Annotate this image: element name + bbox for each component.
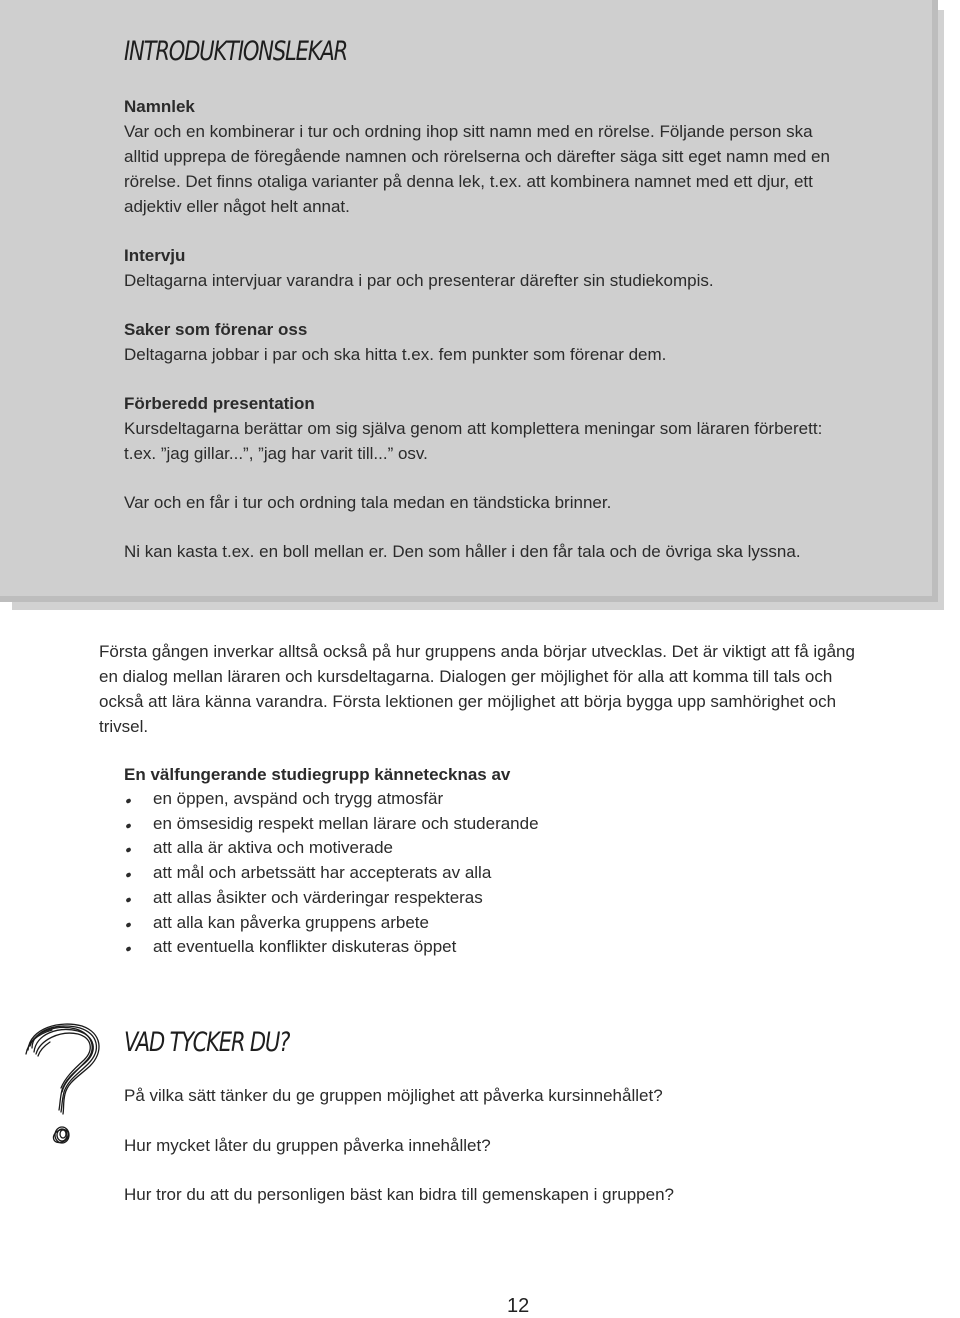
section-heading: Förberedd presentation (124, 394, 315, 413)
page-number: 12 (507, 1295, 530, 1317)
bullet-icon (125, 946, 131, 952)
bullet-icon (125, 823, 131, 829)
intro-title: INTRODUKTIONSLEKAR (124, 36, 348, 67)
section-heading: Intervju (124, 246, 186, 265)
text-line: t.ex. ”jag gillar...”, ”jag har varit till...” osv. (124, 444, 428, 463)
reflection-title: VAD TYCKER DU? (124, 1027, 290, 1058)
intro-box (0, 0, 938, 602)
reflection-question-3: Hur tror du att du personligen bäst kan bidra till gemenskapen i gruppen? (124, 1185, 675, 1204)
bullet-icon (125, 872, 131, 878)
list-item: att allas åsikter och värderingar respekteras (124, 886, 539, 911)
text-line: trivsel. (99, 717, 149, 736)
text-line: rörelse. Det finns otaliga varianter på denna lek, t.ex. att kombinera namnet med ett djur, ett (124, 172, 813, 191)
section-namnlek (124, 94, 830, 219)
reflection-question-1: På vilka sätt tänker du ge gruppen möjlighet att påverka kursinnehållet? (124, 1086, 663, 1105)
text-line: alltid upprepa de föregående namnen och rörelserna och därefter säga sitt eget namn med en (124, 147, 830, 166)
list-item: att mål och arbetssätt har accepterats av alla (124, 861, 539, 886)
body-paragraph (99, 639, 944, 739)
text-line: adjektiv eller något helt annat. (124, 197, 350, 216)
list-item: en ömsesidig respekt mellan lärare och studerande (124, 812, 539, 837)
section-heading: Saker som förenar oss (124, 320, 308, 339)
list-item: att alla är aktiva och motiverade (124, 836, 539, 861)
text-line: Deltagarna intervjuar varandra i par och presenterar därefter sin studiekompis. (124, 271, 714, 290)
list-item: en öppen, avspänd och trygg atmosfär (124, 787, 539, 812)
bullet-icon (125, 848, 131, 854)
section-saker-som-forenar (124, 317, 666, 367)
text-line: Första gången inverkar alltså också på hur gruppens anda börjar utvecklas. Det är viktigt att få igång (99, 642, 855, 661)
intro-extra-2: Ni kan kasta t.ex. en boll mellan er. Den som håller i den får tala och de övriga ska lyssna. (124, 542, 801, 561)
section-forberedd-presentation (124, 391, 822, 466)
text-line: Kursdeltagarna berättar om sig själva genom att komplettera meningar som läraren förberett: (124, 419, 823, 438)
text-line: en dialog mellan läraren och kursdeltagarna. Dialogen ger möjlighet för alla att komma till tals och (99, 667, 833, 686)
list-item: att alla kan påverka gruppens arbete (124, 911, 539, 936)
intro-extra-1: Var och en får i tur och ordning tala medan en tändsticka brinner. (124, 493, 612, 512)
characteristics-list (124, 787, 539, 960)
reflection-question-2: Hur mycket låter du gruppen påverka innehållet? (124, 1136, 491, 1155)
question-mark-icon (18, 1020, 108, 1150)
bullet-icon (125, 798, 131, 804)
section-intervju (124, 243, 714, 293)
text-line: Var och en kombinerar i tur och ordning ihop sitt namn med en rörelse. Följande person ska (124, 122, 813, 141)
list-heading: En välfungerande studiegrupp kännetecknas av (124, 765, 511, 784)
bullet-icon (125, 897, 131, 903)
bullet-icon (125, 922, 131, 928)
section-heading: Namnlek (124, 97, 195, 116)
list-item: att eventuella konflikter diskuteras öppet (124, 935, 539, 960)
text-line: Deltagarna jobbar i par och ska hitta t.ex. fem punkter som förenar dem. (124, 345, 667, 364)
text-line: också att lära känna varandra. Första lektionen ger möjlighet att börja bygga upp samhörighet och (99, 692, 837, 711)
